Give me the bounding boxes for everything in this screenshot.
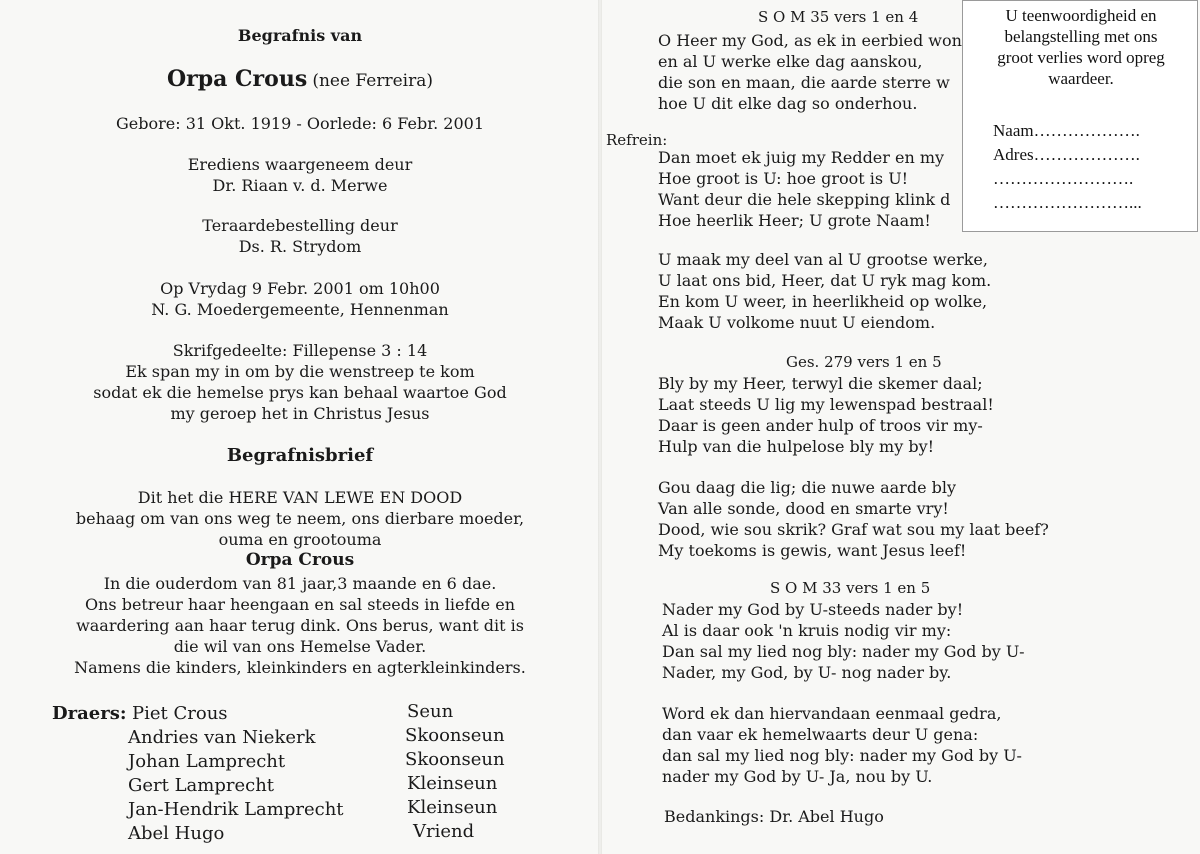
hymn-line: Bly by my Heer, terwyl die skemer daal;: [658, 374, 983, 393]
hymn-line: Gou daag die lig; die nuwe aarde bly: [658, 478, 957, 497]
hymn-line: Al is daar ook 'n kruis nodig vir my:: [662, 621, 952, 640]
bearer-name: Johan Lamprecht: [128, 751, 286, 772]
card-message: [963, 5, 1199, 89]
heading: Begrafnis van: [237, 26, 363, 45]
hymn-title-ges279: Ges. 279 vers 1 en 5: [786, 353, 942, 371]
burial-line-1: Teraardebestelling deur: [202, 216, 398, 235]
hymn-line: dan sal my lied nog bly: nader my God by U-: [662, 746, 1022, 765]
scripture-reference: Skrifgedeelte: Fillepense 3 : 14: [172, 341, 428, 360]
bearer-relation: Vriend: [413, 821, 475, 842]
letter-title: Begrafnisbrief: [226, 445, 374, 466]
hymn-line: O Heer my God, as ek in eerbied won: [658, 31, 962, 50]
bearer-relation: Seun: [407, 701, 454, 722]
maiden-name: (nee Ferreira): [312, 71, 433, 91]
hymn-line: En kom U weer, in heerlikheid op wolke,: [658, 292, 988, 311]
bearer-relation: Skoonseun: [405, 749, 505, 770]
address-line-2[interactable]: …………………….: [993, 169, 1134, 188]
refrain-label: Refrein:: [606, 131, 668, 149]
card-message-line: U teenwoordigheid en: [1005, 6, 1157, 25]
letter-line: die wil van ons Hemelse Vader.: [173, 637, 427, 656]
hymn-line: nader my God by U- Ja, nou by U.: [662, 767, 933, 786]
scripture-line: sodat ek die hemelse prys kan behaal waartoe God: [93, 383, 507, 402]
hymn-line: en al U werke elke dag aanskou,: [658, 52, 923, 71]
hymn-line: die son en maan, die aarde sterre w: [658, 73, 950, 92]
hymn-line: Dan sal my lied nog bly: nader my God by U-: [662, 642, 1025, 661]
card-message-line: waardeer.: [1048, 69, 1114, 88]
bearer-name: Abel Hugo: [128, 823, 225, 844]
hymn-line: Word ek dan hiervandaan eenmaal gedra,: [662, 704, 1002, 723]
hymn-line: Nader my God by U-steeds nader by!: [662, 600, 964, 619]
hymn-line: Hoe heerlik Heer; U grote Naam!: [658, 211, 931, 230]
letter-line: Namens die kinders, kleinkinders en agterkleinkinders.: [74, 658, 526, 677]
hymn-line: Want deur die hele skepping klink d: [658, 190, 951, 209]
card-message-line: belangstelling met ons: [1004, 27, 1158, 46]
bearer-name: Andries van Niekerk: [128, 727, 316, 748]
letter-name: Orpa Crous: [245, 550, 355, 570]
service-time: Op Vrydag 9 Febr. 2001 om 10h00: [160, 279, 440, 298]
letter-line: Ons betreur haar heengaan en sal steeds in liefde en: [84, 595, 516, 614]
hymn-line: Nader, my God, by U- nog nader by.: [662, 663, 952, 682]
letter-line: In die ouderdom van 81 jaar,3 maande en 6 dae.: [103, 574, 497, 593]
letter-line: behaag om van ons weg te neem, ons dierbare moeder,: [75, 509, 525, 528]
bearer-name: Piet Crous: [132, 703, 228, 724]
service-line-1: Erediens waargeneem deur: [187, 155, 413, 174]
bearer-relation: Kleinseun: [407, 797, 498, 818]
letter-line: Dit het die HERE VAN LEWE EN DOOD: [137, 488, 463, 507]
hymn-line: Van alle sonde, dood en smarte vry!: [658, 499, 949, 518]
hymn-line: hoe U dit elke dag so onderhou.: [658, 94, 918, 113]
scripture-line: Ek span my in om by die wenstreep te kom: [125, 362, 475, 381]
letter-line: ouma en grootouma: [218, 530, 382, 549]
bearers-label: Draers:: [52, 703, 127, 724]
deceased-name-line: [0, 66, 600, 92]
deceased-name: Orpa Crous: [167, 66, 308, 92]
thanks-line: Bedankings: Dr. Abel Hugo: [664, 807, 884, 826]
hymn-title-som35: S O M 35 vers 1 en 4: [758, 8, 919, 26]
address-line-3[interactable]: ……………………...: [993, 193, 1142, 212]
hymn-line: Maak U volkome nuut U eiendom.: [658, 313, 936, 332]
hymn-line: dan vaar ek hemelwaarts deur U gena:: [662, 725, 979, 744]
name-field[interactable]: Naam……………….: [993, 121, 1140, 140]
hymn-line: Dan moet ek juig my Redder en my: [658, 148, 945, 167]
hymn-title-som33: S O M 33 vers 1 en 5: [770, 579, 931, 597]
hymn-line: U maak my deel van al U grootse werke,: [658, 250, 988, 269]
bearer-name: Jan-Hendrik Lamprecht: [128, 799, 344, 820]
address-field[interactable]: Adres……………….: [993, 145, 1140, 164]
hymn-line: Hoe groot is U: hoe groot is U!: [658, 169, 909, 188]
service-line-2: Dr. Riaan v. d. Merwe: [212, 176, 388, 195]
letter-line: waardering aan haar terug dink. Ons berus, want dit is: [76, 616, 524, 635]
hymn-line: U laat ons bid, Heer, dat U ryk mag kom.: [658, 271, 992, 290]
burial-line-2: Ds. R. Strydom: [238, 237, 362, 256]
hymn-line: Laat steeds U lig my lewenspad bestraal!: [658, 395, 994, 414]
bearer-relation: Skoonseun: [405, 725, 505, 746]
bearer-name: Gert Lamprecht: [128, 775, 275, 796]
bearer-relation: Kleinseun: [407, 773, 498, 794]
card-message-line: groot verlies word opreg: [997, 48, 1165, 67]
service-venue: N. G. Moedergemeente, Hennenman: [151, 300, 449, 319]
scripture-line: my geroep het in Christus Jesus: [170, 404, 430, 423]
hymn-line: Daar is geen ander hulp of troos vir my-: [658, 416, 983, 435]
hymn-line: Dood, wie sou skrik? Graf wat sou my laat beef?: [658, 520, 1049, 539]
hymn-line: Hulp van die hulpelose bly my by!: [658, 437, 935, 456]
attendance-card: [962, 0, 1198, 232]
hymn-line: My toekoms is gewis, want Jesus leef!: [658, 541, 967, 560]
life-dates: Gebore: 31 Okt. 1919 - Oorlede: 6 Febr. 2001: [115, 114, 485, 133]
